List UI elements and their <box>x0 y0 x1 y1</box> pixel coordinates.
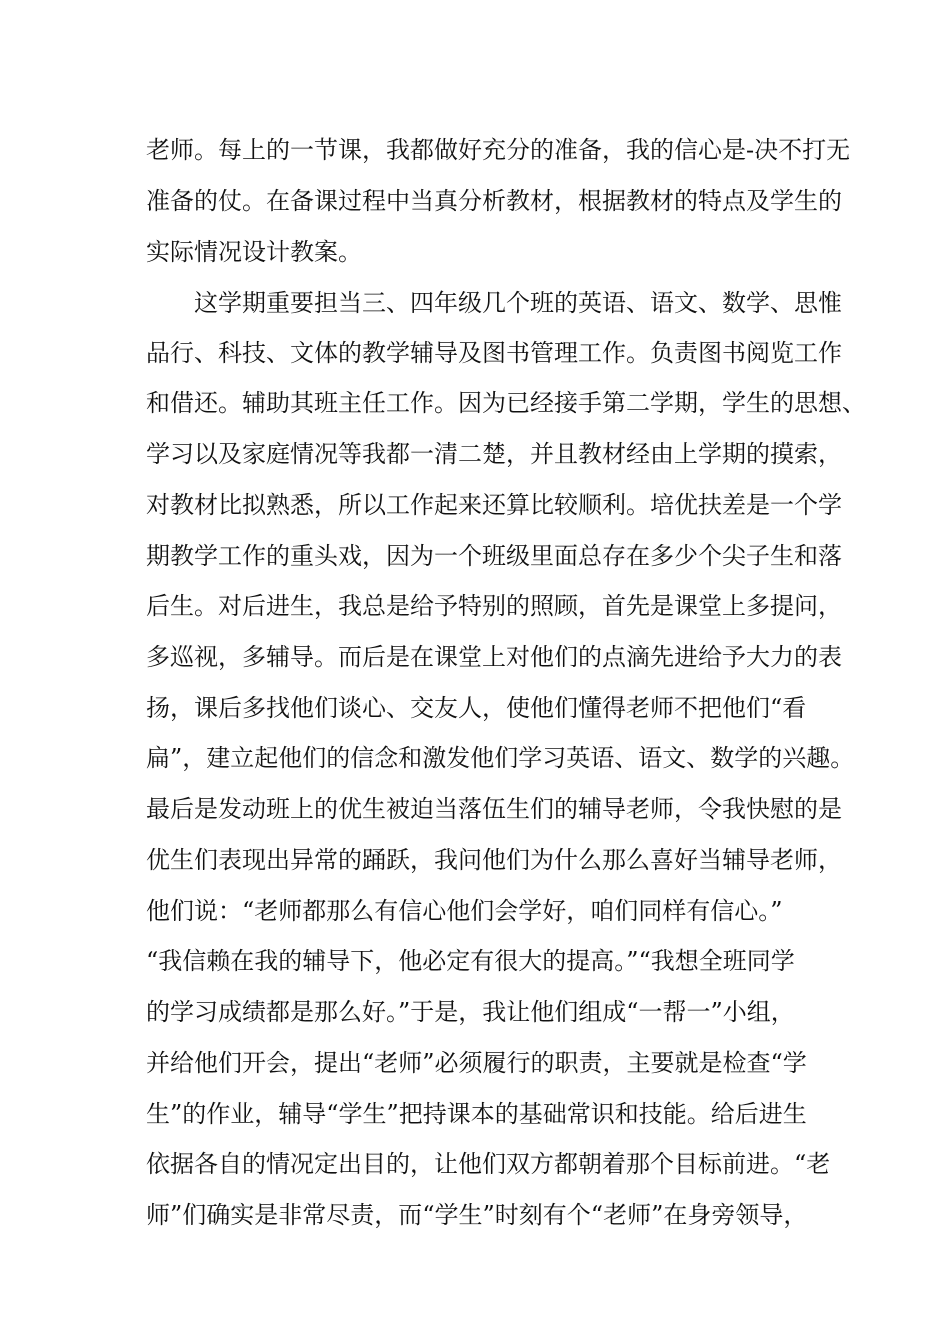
text-line: 学习以及家庭情况等我都一清二楚，并且教材经由上学期的摸索， <box>146 440 842 468</box>
text-line: 后生。对后进生，我总是给予特别的照顾，首先是课堂上多提问， <box>146 592 842 620</box>
text-line: 的学习成绩都是那么好。”于是，我让他们组成“一帮一”小组， <box>146 998 795 1026</box>
text-line: 扁”，建立起他们的信念和激发他们学习英语、语文、数学的兴趣。 <box>146 744 855 772</box>
text-line: 老师。每上的一节课，我都做好充分的准备，我的信心是-决不打无 <box>146 136 851 164</box>
text-line: 优生们表现出异常的踊跃，我问他们为什么那么喜好当辅导老师， <box>146 846 842 874</box>
text-line: 品行、科技、文体的教学辅导及图书管理工作。负责图书阅览工作 <box>146 339 842 367</box>
text-line: 他们说：“老师都那么有信心他们会学好，咱们同样有信心。” <box>146 897 783 925</box>
text-line: 依据各自的情况定出目的，让他们双方都朝着那个目标前进。“老 <box>146 1150 831 1178</box>
text-line: 对教材比拟熟悉，所以工作起来还算比较顺利。培优扶差是一个学 <box>146 491 842 519</box>
text-line: 扬，课后多找他们谈心、交友人，使他们懂得老师不把他们“看 <box>146 694 807 722</box>
text-line: 和借还。辅助其班主任工作。因为已经接手第二学期，学生的思想、 <box>146 389 866 417</box>
text-line: 多巡视，多辅导。而后是在课堂上对他们的点滴先进给予大力的表 <box>146 643 842 671</box>
text-line: 师”们确实是非常尽责，而“学生”时刻有个“老师”在身旁领导， <box>146 1201 808 1229</box>
text-line: “我信赖在我的辅导下，他必定有很大的提高。”“我想全班同学 <box>146 947 795 975</box>
text-line: 生”的作业，辅导“学生”把持课本的基础常识和技能。给后进生 <box>146 1100 807 1128</box>
text-line: 实际情况设计教案。 <box>146 238 362 266</box>
text-line: 准备的仗。在备课过程中当真分析教材，根据教材的特点及学生的 <box>146 187 842 215</box>
text-line: 最后是发动班上的优生被迫当落伍生们的辅导老师，令我快慰的是 <box>146 795 842 823</box>
text-line: 并给他们开会，提出“老师”必须履行的职责，主要就是检查“学 <box>146 1049 807 1077</box>
paragraph-first-line: 这学期重要担当三、四年级几个班的英语、语文、数学、思惟 <box>194 289 842 317</box>
text-line: 期教学工作的重头戏，因为一个班级里面总存在多少个尖子生和落 <box>146 542 842 570</box>
